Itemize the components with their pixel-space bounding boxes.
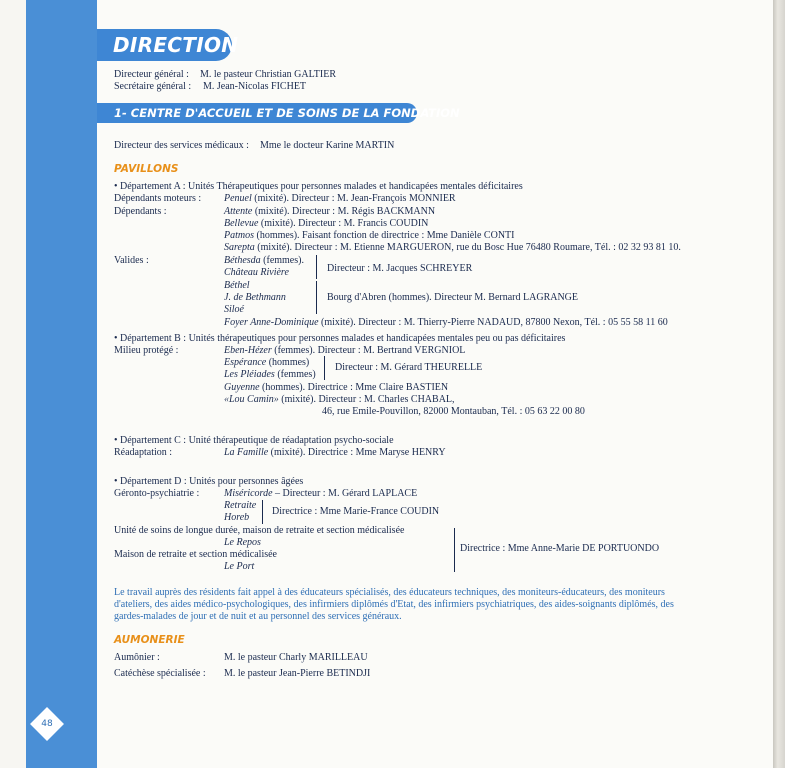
depB-group-director: Directeur : M. Gérard THEURELLE — [335, 362, 483, 373]
eben-line: Eben-Hézer (femmes). Directeur : M. Bertrand VERGNIOL — [224, 345, 466, 356]
group-bracket — [454, 528, 455, 572]
depC-title: • Département C : Unité thérapeutique de réadaptation psycho-sociale — [114, 435, 394, 446]
aumonier-value: M. le pasteur Charly MARILLEAU — [224, 652, 368, 663]
aumonier-label: Aumônier : — [114, 652, 160, 663]
bellevue-line: Bellevue (mixité). Directeur : M. Francis COUDIN — [224, 218, 429, 229]
usld-label: Unité de soins de longue durée, maison de retraite et section médicalisée — [114, 525, 405, 536]
attente-line: Attente (mixité). Directeur : M. Régis BACKMANN — [224, 206, 436, 217]
readapt-label: Réadaptation : — [114, 447, 173, 458]
patmos-line: Patmos (hommes). Faisant fonction de directrice : Mme Danièle CONTI — [224, 230, 515, 241]
catechese-value: M. le pasteur Jean-Pierre BETINDJI — [224, 668, 371, 679]
staff-paragraph-line-1: Le travail auprès des résidents fait appel à des éducateurs spécialisés, des éducateurs techniques, des moniteurs-éducateurs, des moniteurs — [114, 587, 665, 598]
staff-paragraph-line-2: d'ateliers, des aides médico-psychologiques, des infirmiers diplômés d'Etat, des infirmiers psychiatriques, des aides-soignants diplômés, des — [114, 599, 674, 610]
depD-group-director: Directrice : Mme Marie-France COUDIN — [272, 506, 440, 517]
siloe: Siloé — [224, 304, 244, 315]
camin-address: 46, rue Emile-Pouvillon, 82000 Montauban, Tél. : 05 63 22 00 80 — [322, 406, 585, 417]
horeb: Horeb — [224, 512, 250, 523]
valides-label: Valides : — [114, 255, 149, 266]
sg-value: M. Jean-Nicolas FICHET — [203, 81, 307, 92]
left-blue-sidebar — [26, 0, 97, 768]
depB-title: • Département B : Unités thérapeutiques pour personnes malades et handicapées mentales peu ou pas déficitaires — [114, 333, 566, 344]
dg-value: M. le pasteur Christian GALTIER — [200, 69, 337, 80]
page-number: 48 — [41, 719, 53, 729]
staff-paragraph-line-3: gardes-malades de jour et de nuit et au personnel des services généraux. — [114, 611, 402, 622]
j-de-bethmann: J. de Bethmann — [224, 292, 286, 303]
sg-label: Secrétaire général : — [114, 81, 192, 92]
guyenne-line: Guyenne (hommes). Directrice : Mme Claire BASTIEN — [224, 382, 449, 393]
dependants-label: Dépendants : — [114, 206, 167, 217]
aumonerie-heading: AUMONERIE — [114, 634, 185, 646]
retraite: Retraite — [224, 500, 257, 511]
depD-title: • Département D : Unités pour personnes âgées — [114, 476, 304, 487]
chateau-riviere: Château Rivière — [224, 267, 289, 278]
dep-moteurs-label: Dépendants moteurs : — [114, 193, 202, 204]
milieu-label: Milieu protégé : — [114, 345, 179, 356]
misericorde-line: Miséricorde – Directeur : M. Gérard LAPLACE — [224, 488, 418, 499]
le-port: Le Port — [224, 561, 255, 572]
bethesda-line: Béthesda (femmes). — [224, 255, 304, 266]
group-bracket — [316, 281, 317, 314]
pavillons-heading: PAVILLONS — [114, 163, 179, 175]
sarepta-line: Sarepta (mixité). Directeur : M. Etienne MARGUERON, rue du Bosc Hue 76480 Roumare, Tél. : 02 32 93 81 10. — [224, 242, 681, 253]
depD-group2-director: Directrice : Mme Anne-Marie DE PORTUONDO — [460, 543, 660, 554]
group-bracket — [316, 255, 317, 279]
dsm-value: Mme le docteur Karine MARTIN — [260, 140, 395, 151]
page-margin — [0, 0, 26, 768]
pleiades-line: Les Pléiades (femmes) — [224, 369, 316, 380]
camin-line: «Lou Camin» (mixité). Directeur : M. Charles CHABAL, — [224, 394, 455, 405]
geronto-label: Géronto-psychiatrie : — [114, 488, 200, 499]
dsm-label: Directeur des services médicaux : — [114, 140, 249, 151]
foyer-line: Foyer Anne-Dominique (mixité). Directeur : M. Thierry-Pierre NADAUD, 87800 Nexon, Tél. : 05 55 58 11 60 — [224, 317, 668, 328]
bethel: Béthel — [224, 280, 250, 291]
catechese-label: Catéchèse spécialisée : — [114, 668, 206, 679]
dg-label: Directeur général : — [114, 69, 189, 80]
group-bracket — [262, 500, 263, 524]
page-title: DIRECTION — [97, 29, 232, 61]
group2-director: Bourg d'Abren (hommes). Directeur M. Bernard LAGRANGE — [327, 292, 579, 303]
section-title: 1- CENTRE D'ACCUEIL ET DE SOINS DE LA FONDATION — [97, 103, 417, 123]
page-binding-edge — [773, 0, 785, 768]
depA-title: • Département A : Unités Thérapeutiques pour personnes malades et handicapées mentales déficitaires — [114, 181, 523, 192]
group1-director: Directeur : M. Jacques SCHREYER — [327, 263, 473, 274]
group-bracket — [324, 356, 325, 380]
esperance-line: Espérance (hommes) — [224, 357, 310, 368]
penuel-line: Penuel (mixité). Directeur : M. Jean-François MONNIER — [224, 193, 456, 204]
famille-line: La Famille (mixité). Directrice : Mme Maryse HENRY — [224, 447, 446, 458]
le-repos: Le Repos — [224, 537, 261, 548]
maison-label: Maison de retraite et section médicalisée — [114, 549, 277, 560]
